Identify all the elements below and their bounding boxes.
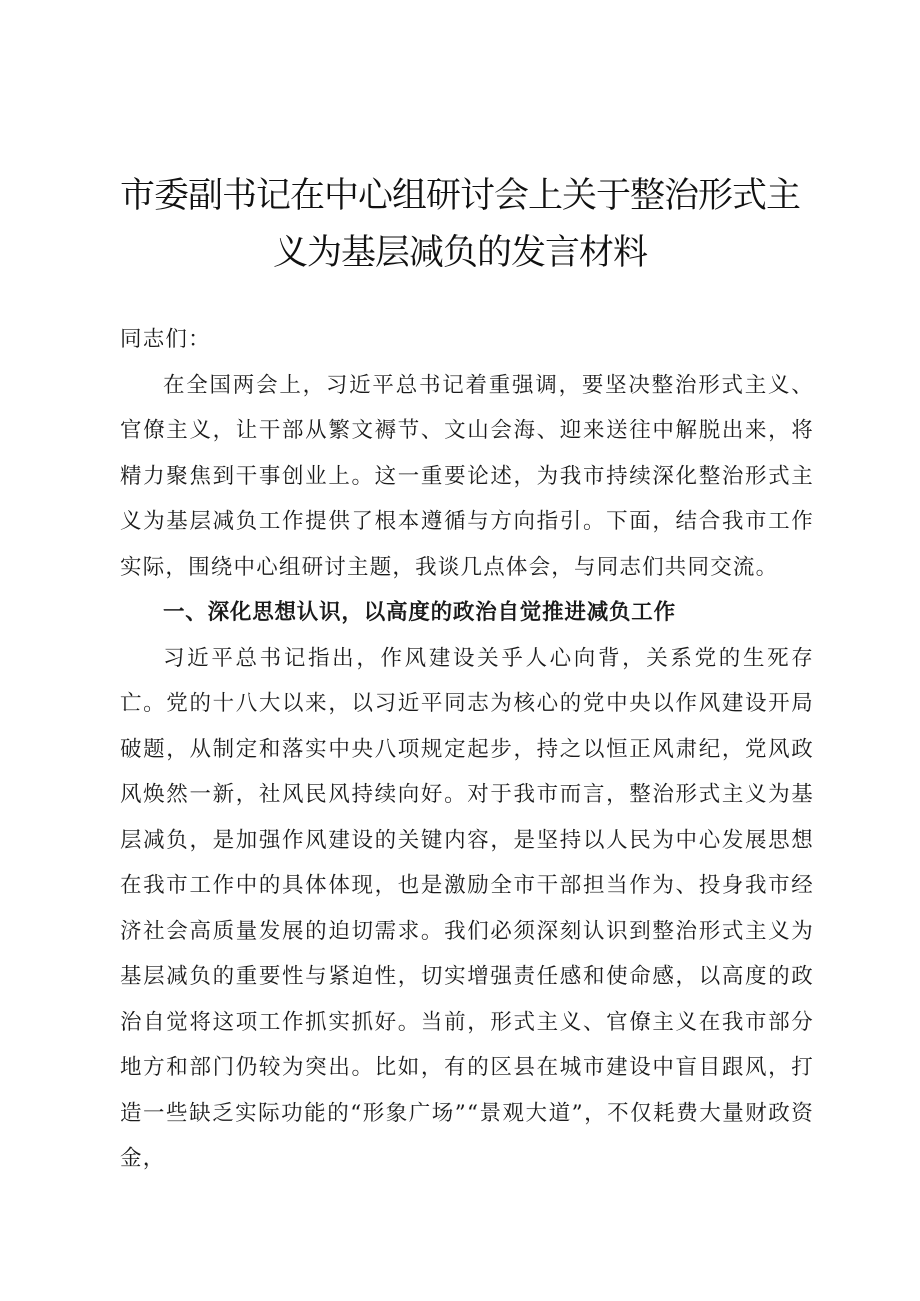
paragraph-section-1: 习近平总书记指出，作风建设关乎人心向背，关系党的生死存亡。党的十八大以来，以习近平同志为核心的党中央以作风建设开局破题，从制定和落实中央八项规定起步，持之以恒正风肃纪，党风政风焕然一新，社风民风持续向好。对于我市而言，整治形式主义为基层减负，是加强作风建设的关键内容，是坚持以人民为中心发展思想在我市工作中的具体体现，也是激励全市干部担当作为、投身我市经济社会高质量发展的迫切需求。我们必须深刻认识到整治形式主义为基层减负的重要性与紧迫性，切实增强责任感和使命感，以高度的政治自觉将这项工作抓实抓好。当前，形式主义、官僚主义在我市部分地方和部门仍较为突出。比如，有的区县在城市建设中盲目跟风，打造一些缺乏实际功能的“形象广场”“景观大道”，不仅耗费大量财政资金， — [120, 645, 814, 1171]
document-title — [100, 168, 820, 282]
title-line-1: 市委副书记在中心组研讨会上关于整治形式主 — [119, 176, 800, 216]
document-body — [120, 317, 814, 1182]
title-line-2: 义为基层减负的发言材料 — [272, 233, 647, 273]
section-heading-1: 一、深化思想认识，以高度的政治自觉推进减负工作 — [163, 600, 676, 625]
salutation: 同志们： — [120, 327, 211, 352]
paragraph-intro: 在全国两会上，习近平总书记着重强调，要坚决整治形式主义、官僚主义，让干部从繁文褥节、文山会海、迎来送往中解脱出来，将精力聚焦到干事创业上。这一重要论述，为我市持续深化整治形式主义为基层减负工作提供了根本遵循与方向指引。下面，结合我市工作实际，围绕中心组研讨主题，我谈几点体会，与同志们共同交流。 — [120, 372, 814, 580]
